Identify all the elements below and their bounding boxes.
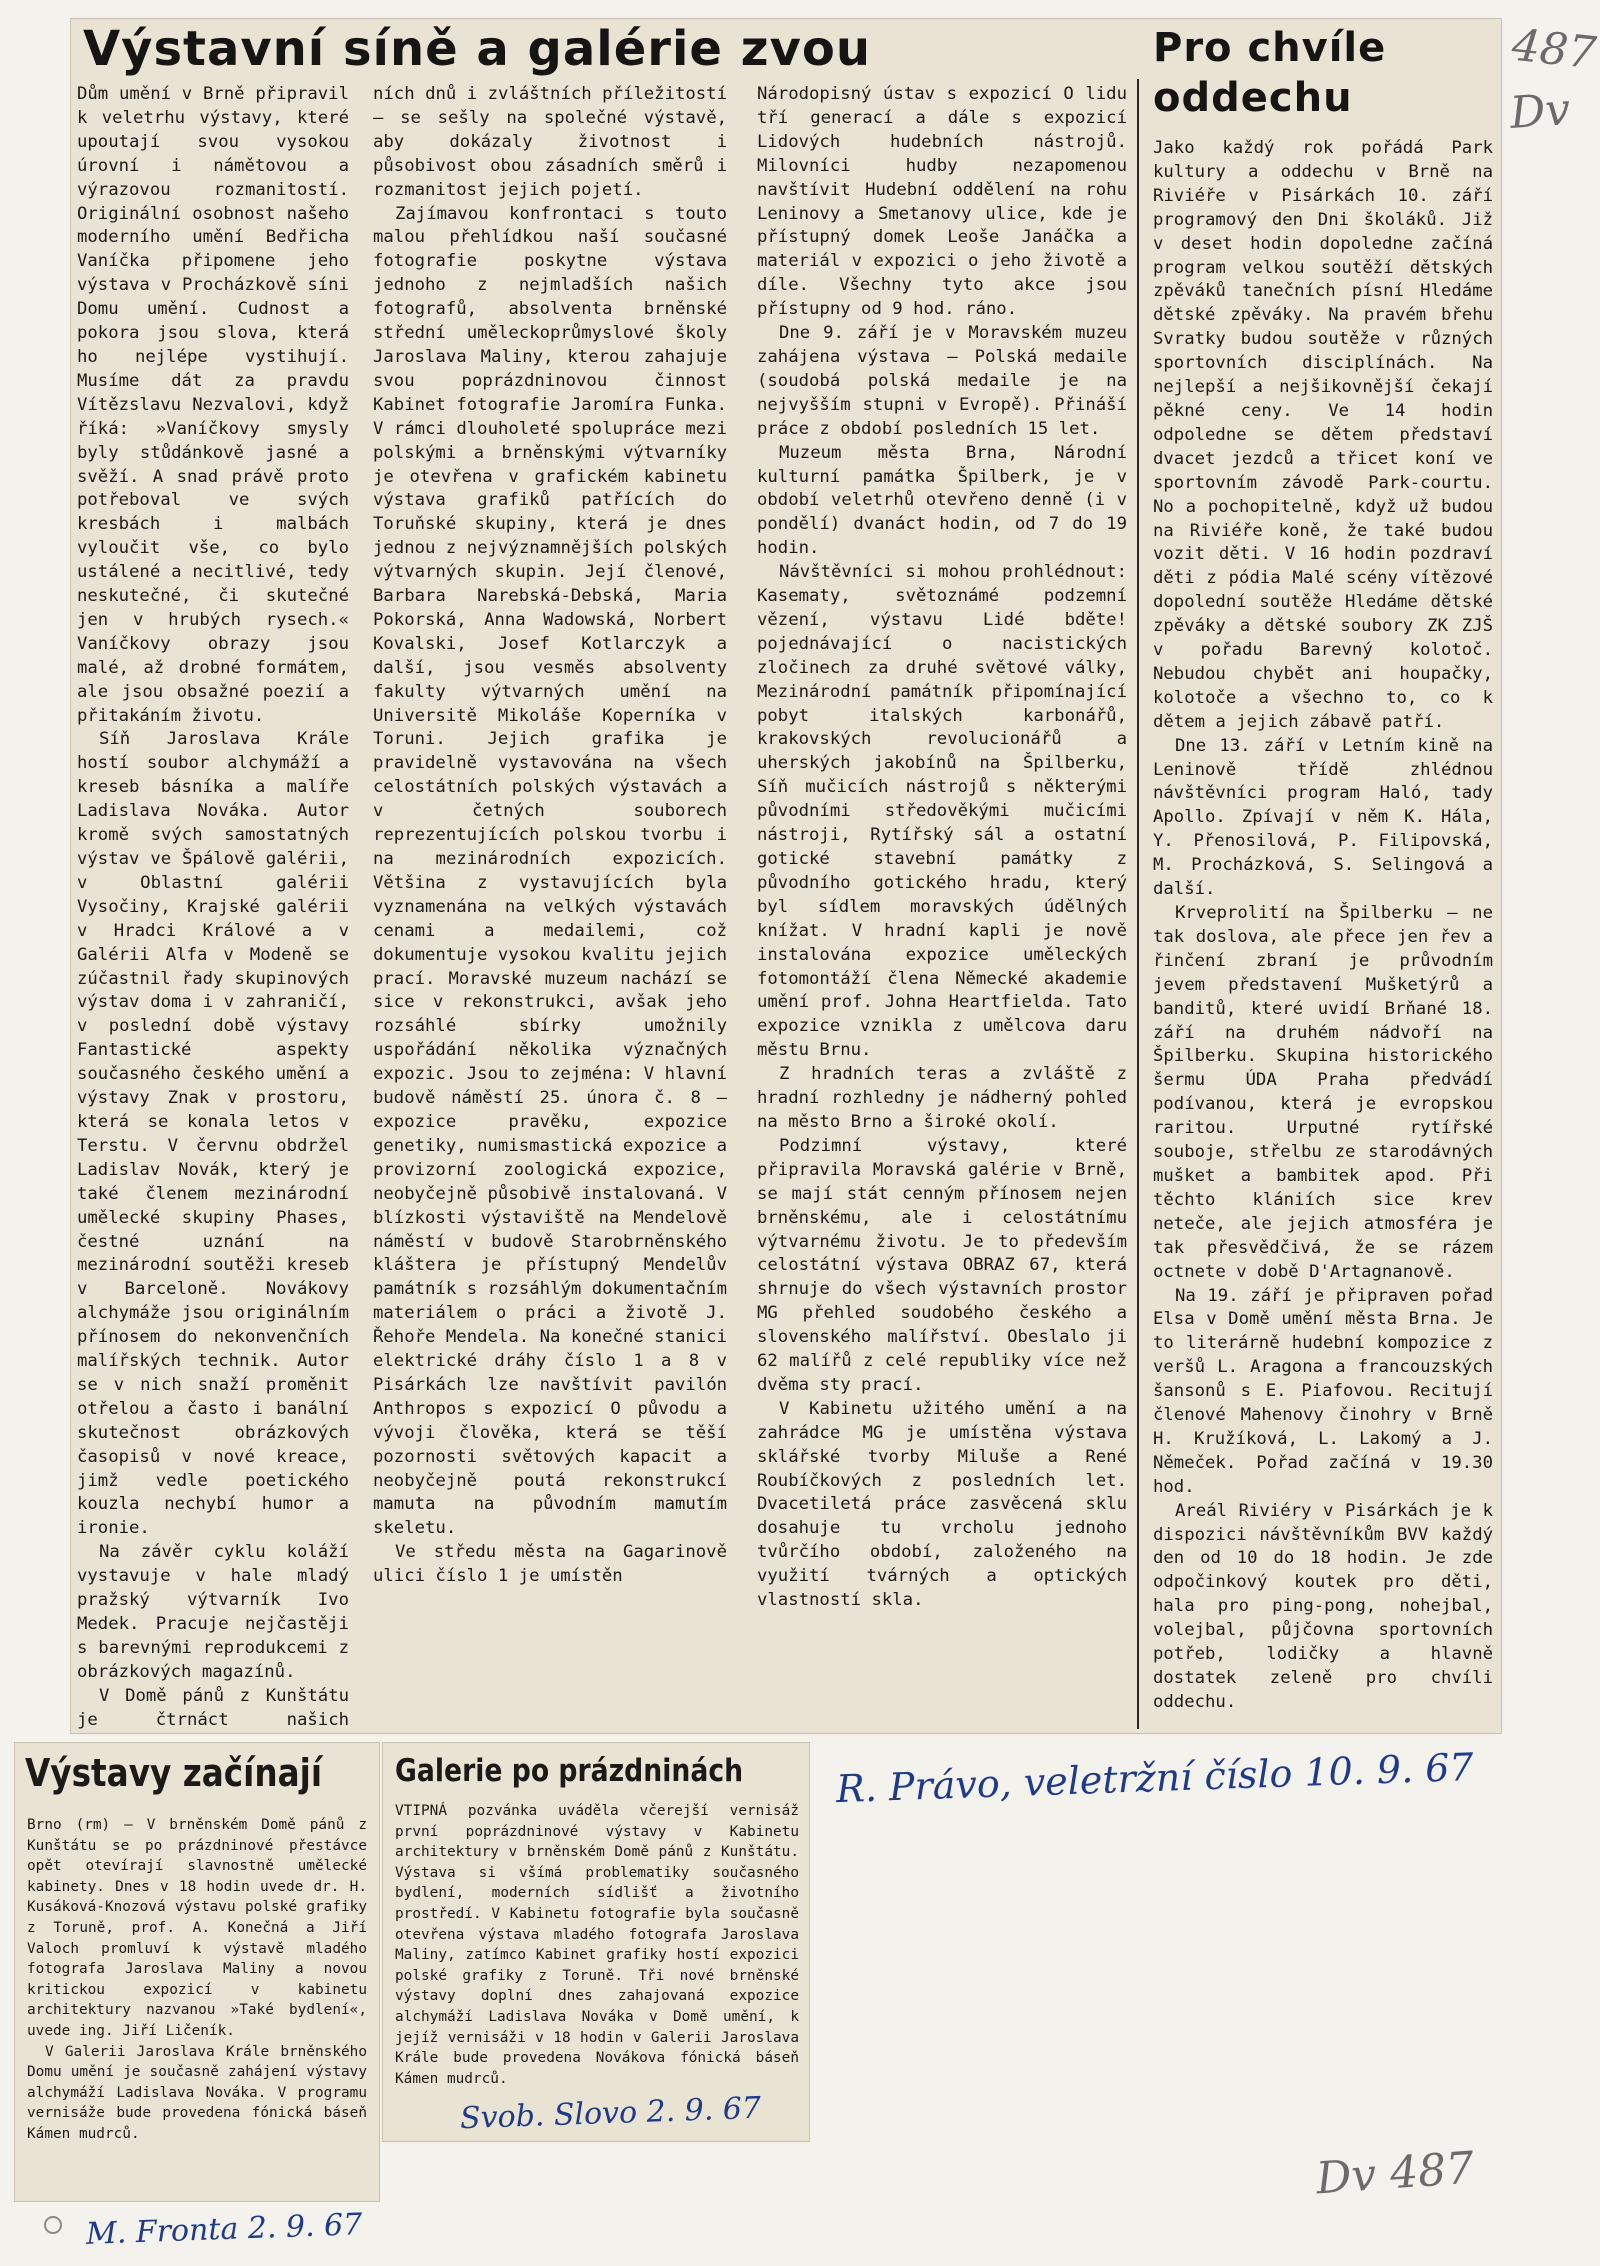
- clip-a-body: [27, 1815, 367, 2145]
- col3-paragraph: Muzeum města Brna, Národní kulturní památka Špilberk, je v období veletrhů otevřeno denně (i v pondělí) dvanáct hodin, od 7 do 19 hodin.: [757, 442, 1127, 559]
- handwritten-archive-code-bottom: Dv 487: [1314, 2142, 1476, 2205]
- col3-paragraph: Návštěvníci si mohou prohlédnout: Kasematy, světoznámé podzemní vězení, výstavu Lidé bděte! pojednávající o nacistických zločinech za druhé světové války, Mezinárodní památník připomínající pobyt italských karbonářů, krakovských revolucionářů a uherských jakobínů na Špilberku, Síň mučicích nástrojů s některými původními středověkými mučicími nástroji, Rytířský sál a ostatní gotické stavební památky z původního gotického hradu, který byl sídlem moravských údělných knížat. V hradní kapli je nově instalována expozice uměleckých fotomontáží člena Německé akademie umění prof. Johna Heartfielda. Tato expozice vznikla z umělcova daru městu Brnu.: [757, 562, 1127, 1061]
- side-paragraph: Dne 13. září v Letním kině na Leninově třídě zhlédnou návštěvníci program Haló, tady Apollo. Zpívají v něm K. Hála, Y. Přenosilová, P. Filipovská, M. Procházková, S. Selingová a další.: [1153, 735, 1493, 900]
- col3-paragraph: Podzimní výstavy, které připravila Moravská galérie v Brně, se mají stát cenným přínosem nejen brněnskému, ale i celostátnímu výtvarnému životu. Je to především celostátní výstava OBRAZ 67, která shrnuje do všech výstavních prostor MG přehled soudobého českého a slovenského malířství. Obeslalo ji 62 malířů z celé republiky více než dvěma sty prací.: [757, 1135, 1127, 1395]
- side-paragraph: Jako každý rok pořádá Park kultury a oddechu v Brně na Riviéře v Pisárkách 10. září programový den Dni školáků. Již v deset hodin dopoledne začíná program velkou soutěží dětských zpěváků tanečních písní Hledáme dětské zpěváky. Na pravém břehu Svratky budou soutěže v různých sportovních disciplínách. Na nejlepší a nejšikovnější čekají pěkné ceny. Ve 14 hodin odpoledne se dětem představí dvacet jezdců a třicet koní ve sportovním závodě Park-courtu. No a pochopitelně, když už budou na Riviéře koně, že také budou vozit děti. V 16 hodin pozdraví děti z pódia Malé scény vítězové dopolední soutěže Hledáme dětské zpěváky a dětské soubory ZK ZJŠ v pořadu Barevný kolotoč. Nebudou chybět ani houpačky, kolotoče a všechno to, co k dětem a jejich zábavě patří.: [1153, 138, 1493, 732]
- col2-paragraph: ních dnů i zvláštních příležitostí — se sešly na společné výstavě, aby dokázaly životnost i působivost obou zásadních směrů i rozmanitost jejich pojetí.: [373, 84, 727, 200]
- clipping-galerie-po-prazdninach: [382, 1742, 810, 2142]
- col3-paragraph: Z hradních teras a zvláště z hradní rozhledny je nádherný pohled na město Brno a široké okolí.: [757, 1064, 1127, 1132]
- article-column-2: [373, 83, 727, 1589]
- col3-paragraph: Dne 9. září je v Moravském muzeu zahájena výstava — Polská medaile (soudobá polská medaile je na nejvyšším stupni v Evropě). Přináší práce z období posledních 15 let.: [757, 323, 1127, 439]
- col2-paragraph: Zajímavou konfrontaci s touto malou přehlídkou naší současné fotografie poskytne výstava jednoho z nejmladších našich fotografů, absolventa brněnské střední uměleckoprůmyslové školy Jaroslava Maliny, kterou zahajuje svou poprázdninovou činnost Kabinet fotografie Jaromíra Funka. V rámci dlouholeté spolupráce mezi polskými a brněnskými výtvarníky je otevřena v grafickém kabinetu výstava grafiků patřících do Toruňské skupiny, která je dnes jednou z nejvýznamnějších polských výtvarných skupin. Její členové, Barbara Narebská-Debská, Maria Pokorská, Anna Wadowská, Norbert Kovalski, Josef Kotlarczyk a další, jsou vesměs absolventy fakulty výtvarných umění na Universitě Mikoláše Koperníka v Toruni. Jejich grafika je pravidelně vystavována na všech celostátních polských výstavách a v četných souborech reprezentujících polskou tvorbu i na mezinárodních expozicích. Většina z vystavujících byla vyznamenána na velkých výstavách cenami a medailemi, což dokumentuje vysokou kvalitu jejich prací. Moravské muzeum nachází se sice v rekonstrukci, avšak jeho rozsáhlé sbírky umožnily uspořádání několika význačných expozic. Jsou to zejména: V hlavní budově náměstí 25. února č. 8 — expozice pravěku, expozice genetiky, numismastická expozice a provizorní zoologická expozice, neobyčejně působivě instalovaná. V blízkosti výstaviště na Mendelově náměstí v budově Starobrněnského kláštera je přístupný Mendelův památník s rozsáhlým dokumentačním materiálem o práci a životě J. Řehoře Mendela. Na konečné stanici elektrické dráhy číslo 1 a 8 v Pisárkách lze navštívit pavilón Anthropos s expozicí O původu a vývoji člověka, která se těší pozornosti světových kapacit a neobyčejně poutá rekonstrukcí mamuta na původním mamutím skeletu.: [373, 203, 727, 1539]
- side-paragraph: Na 19. září je připraven pořad Elsa v Domě umění města Brna. Je to literárně hudební kompozice z veršů L. Aragona a francouzských šansonů s E. Piafovou. Recitují členové Mahenovy činohry v Brně H. Kružíková, L. Lakomý a J. Němeček. Pořad začíná v 19.30 hod.: [1153, 1285, 1493, 1497]
- side-article-body: [1153, 137, 1493, 1715]
- clip-b-headline: Galerie po prázdninách: [395, 1753, 744, 1789]
- handwritten-source-svobodne-slovo: Svob. Slovo 2. 9. 67: [459, 2090, 762, 2137]
- handwritten-source-mlada-fronta: M. Fronta 2. 9. 67: [85, 2207, 363, 2252]
- side-paragraph: Areál Riviéry v Pisárkách je k dispozici návštěvníkům BVV každý den od 10 do 18 hodin. Je zde odpočinkový koutek pro děti, hala pro ping-pong, nohejbal, volejbal, půjčovna sportovních potřeb, lodičky a hlavně dostatek zeleně pro chvíli oddechu.: [1153, 1500, 1493, 1712]
- clip-b-paragraph: VTIPNÁ pozvánka uváděla včerejší vernisáž první poprázdninové výstavy v Kabinetu architektury v brněnském Domě pánů z Kunštátu. Výstava si všímá problematiky současného bydlení, moderních sídlišť a životního prostředí. V Kabinetu fotografie byla současně otevřena výstava mladého fotografa Jaroslava Maliny, zatímco Kabinet grafiky hostí expozici polské grafiky z Toruně. Tři nové brněnské výstavy doplní dnes zahajovaná expozice alchymáží Ladislava Nováka v Domě umění, k jejíž vernisáži v 18 hodin v Galerii Jaroslava Krále bude provedena Novákova fónická báseň Kámen mudrců.: [395, 1803, 799, 2087]
- side-paragraph: Krveprolití na Špilberku — ne tak doslova, ale přece jen řev a řinčení zbraní je průvodním jevem představení Mušketýrů a banditů, které uvidí Brňané 18. září na druhém nádvoří na Špilberku. Skupina historického šermu ÚDA Praha předvádí podívanou, která je evropskou raritou. Urputné rytířské souboje, střelbu ze starodávných mušket a bambitek apod. Při těchto klániích sice krev neteče, ale jejich atmosféra je tak přesvědčivá, že se rázem octnete v době D'Artagnanově.: [1153, 903, 1493, 1282]
- main-newspaper-clipping: [70, 18, 1502, 1734]
- handwritten-archive-number: 487: [1509, 19, 1599, 80]
- col1-paragraph: Dům umění v Brně připravil k veletrhu výstavy, které upoutají svou vysokou úrovní i námětovou a výrazovou rozmanitostí. Originální osobnost našeho moderního umění Bedřicha Vaníčka připomene jeho výstava v Procházkově síni Domu umění. Cudnost a pokora jsou slova, která ho nejlépe vystihují. Musíme dát za pravdu Vítězslavu Nezvalovi, když říká: »Vaníčkovy smysly byly stůdánkově jasné a svěží. A snad právě proto potřeboval ve svých kresbách i malbách vyloučit vše, co bylo ustálené a necitlivé, tedy neskutečné, či skutečné jen v hrubých rysech.« Vaníčkovy obrazy jsou malé, až drobné formátem, ale jsou obsažné poezií a přitakáním životu.: [77, 84, 349, 726]
- col3-paragraph: Národopisný ústav s expozicí O lidu tří generací a dále s expozicí Lidových hudebních nástrojů. Milovníci hudby nezapomenou navštívit Hudební oddělení na rohu Leninovy a Smetanovy ulice, kde je přístupný domek Leoše Janáčka a materiál v expozici o jeho životě a díle. Všechny tyto akce jsou přístupny od 9 hod. ráno.: [757, 84, 1127, 320]
- handwritten-archive-code: Dv: [1508, 83, 1572, 140]
- side-headline: Pro chvíle oddechu: [1153, 25, 1387, 121]
- column-divider: [1137, 79, 1139, 1729]
- col1-paragraph: Síň Jaroslava Krále hostí soubor alchymáží a kreseb básníka a malíře Ladislava Nováka. Autor kromě svých samostatných výstav ve Špálově galérii, v Oblastní galérii Vysočiny, Krajské galérii v Hradci Králové a v Galérii Alfa v Modeně se zúčastnil řady skupinových výstav doma i v zahraničí, v poslední době výstavy Fantastické aspekty současného českého umění a výstavy Znak v prostoru, která se konala letos v Terstu. V červnu obdržel Ladislav Novák, který je také členem mezinárodní umělecké skupiny Phases, čestné uznání na mezinárodní soutěži kreseb v Barceloně. Novákovy alchymáže jsou originálním přínosem do nekonvenčních malířských technik. Autor se v nich snaží proměnit otřelou a často i banální skutečnost obrázkových časopisů v nové kreace, jimž vedle poetického kouzla nechybí humor a ironie.: [77, 729, 349, 1539]
- clipping-vystavy-zacinaji: [14, 1742, 380, 2202]
- col2-paragraph: Ve středu města na Gagarinově ulici číslo 1 je umístěn: [373, 1542, 727, 1587]
- clip-b-body: [395, 1801, 799, 2089]
- main-headline: Výstavní síně a galérie zvou: [83, 21, 872, 77]
- article-column-3: [757, 83, 1127, 1613]
- handwritten-source-rude-pravo: R. Právo, veletržní číslo 10. 9. 67: [835, 1744, 1475, 1812]
- col1-paragraph: Na závěr cyklu koláží vystavuje v hale mladý pražský výtvarník Ivo Medek. Pracuje nejčastěji s barevnými reprodukcemi z obrázkových magazínů.: [77, 1542, 349, 1682]
- clip-a-paragraph: Brno (rm) — V brněnském Domě pánů z Kunštátu se po prázdninové přestávce opět otevírají slavnostně umělecké kabinety. Dnes v 18 hodin uvede dr. H. Kusáková-Knozová výstavu polské grafiky z Toruně, prof. A. Konečná a Jiří Valoch promluví k výstavě mladého fotografa Jaroslava Maliny a novou kritickou expozicí v kabinetu architektury nazvanou »Také bydlení«, uvede ing. Jiří Ličeník.: [27, 1817, 367, 2039]
- clip-a-headline: Výstavy začínají: [25, 1751, 323, 1795]
- col3-paragraph: V Kabinetu užitého umění a na zahrádce MG je umístěna výstava sklářské tvorby Miluše a René Roubíčkových z posledních let. Dvacetiletá práce zasvěcená sklu dosahuje tu vrcholu jednoho tvůrčího období, založeného na využití tvárných a optických vlastností skla.: [757, 1398, 1127, 1611]
- article-column-1: [77, 83, 349, 1734]
- stamp-circle-icon: [44, 2216, 62, 2234]
- col1-paragraph: V Domě pánů z Kunštátu je čtrnáct našich: [77, 1685, 349, 1730]
- clip-a-paragraph: V Galerii Jaroslava Krále brněnského Domu umění je současně zahájení výstavy alchymáží Ladislava Nováka. V programu vernisáže bude provedena fónická báseň Kámen mudrců.: [27, 2043, 367, 2142]
